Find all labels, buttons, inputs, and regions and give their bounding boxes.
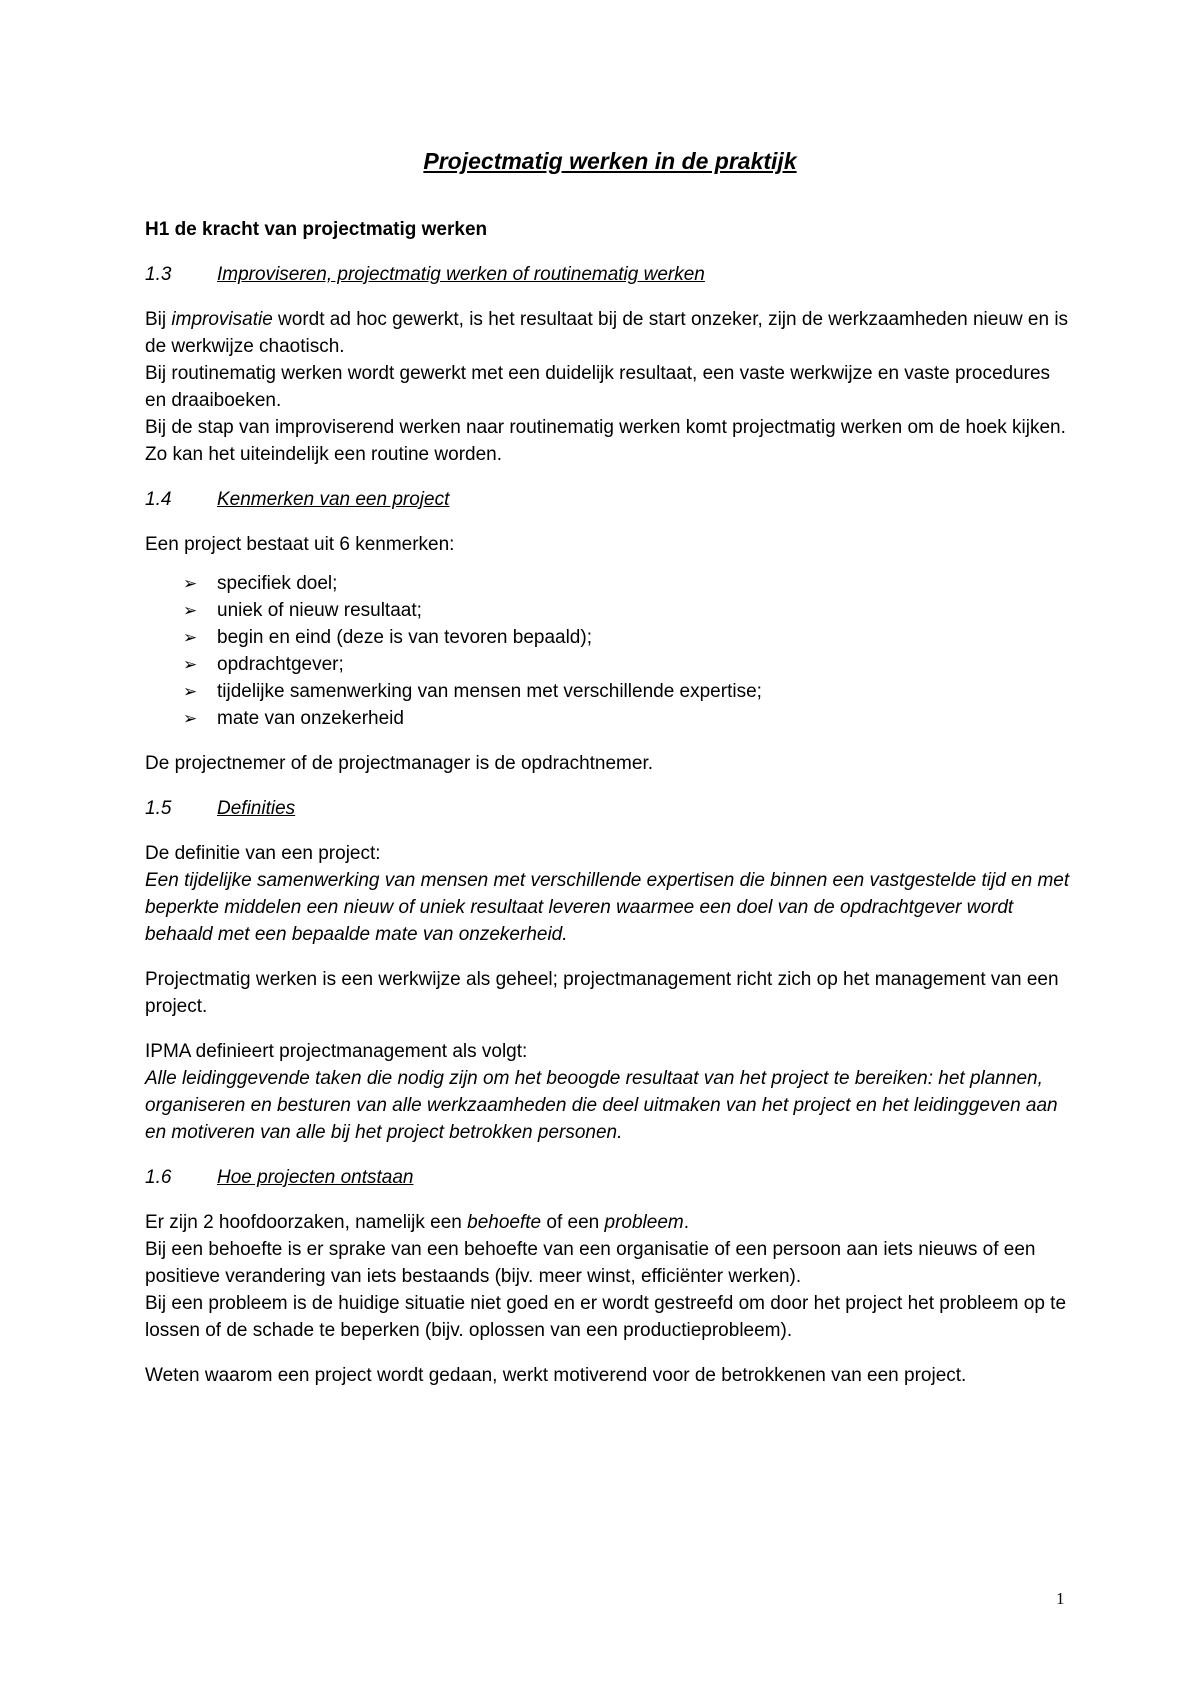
paragraph-hoofdoorzaken: [145, 1209, 1075, 1236]
list-item-text: specifiek doel;: [217, 573, 338, 594]
arrow-bullet-icon: ➢: [183, 574, 198, 593]
section-number: 1.4: [145, 489, 172, 510]
list-item: [183, 651, 1075, 678]
page-content: [145, 140, 1075, 1389]
paragraph-probleem: Bij een probleem is de huidige situatie niet goed en er wordt gestreefd om door het project het probleem op te lossen of de schade te beperken (bijv. oplossen van een productieprobleem).: [145, 1293, 1067, 1341]
list-item-text: begin en eind (deze is van tevoren bepaald);: [217, 627, 592, 648]
list-item: [183, 678, 1075, 705]
list-item-text: opdrachtgever;: [217, 654, 344, 675]
arrow-bullet-icon: ➢: [183, 628, 198, 647]
section-number: 1.5: [145, 798, 172, 819]
text-run: of een: [541, 1212, 605, 1233]
definition-label: De definitie van een project:: [145, 843, 381, 864]
section-title: Kenmerken van een project: [217, 489, 450, 510]
ipma-label: IPMA definieert projectmanagement als volgt:: [145, 1041, 528, 1062]
text-run-italic: probleem: [604, 1212, 684, 1233]
arrow-bullet-icon: ➢: [183, 655, 198, 674]
list-item: [183, 570, 1075, 597]
list-item-text: uniek of nieuw resultaat;: [217, 600, 422, 621]
chapter-heading: H1 de kracht van projectmatig werken: [145, 219, 488, 240]
paragraph-routinematig: Bij routinematig werken wordt gewerkt met een duidelijk resultaat, een vaste werkwijze en vaste procedures en draaiboeken.: [145, 363, 1051, 411]
list-item: [183, 705, 1075, 732]
section-number: 1.3: [145, 264, 172, 285]
section-heading-1-4: [145, 486, 1075, 513]
page-number: 1: [1056, 1589, 1065, 1608]
section-title: Hoe projecten ontstaan: [217, 1167, 414, 1188]
section-title: Definities: [217, 798, 296, 819]
document-title: Projectmatig werken in de praktijk: [423, 148, 797, 174]
list-item-text: tijdelijke samenwerking van mensen met verschillende expertise;: [217, 681, 762, 702]
arrow-bullet-icon: ➢: [183, 709, 198, 728]
section-heading-1-5: [145, 795, 1075, 822]
list-item: [183, 597, 1075, 624]
section-title: Improviseren, projectmatig werken of routinematig werken: [217, 264, 705, 285]
text-run: wordt ad hoc gewerkt, is het resultaat bij de start onzeker, zijn de werkzaamheden nieuw en is de werkwijze chaotisch.: [145, 309, 1069, 357]
text-run-italic: improvisatie: [171, 309, 273, 330]
kenmerken-list: [145, 570, 1075, 732]
paragraph-motiverend: Weten waarom een project wordt gedaan, werkt motiverend voor de betrokkenen van een project.: [145, 1365, 967, 1386]
arrow-bullet-icon: ➢: [183, 682, 198, 701]
paragraph-opdrachtnemer: De projectnemer of de projectmanager is de opdrachtnemer.: [145, 753, 653, 774]
section-number: 1.6: [145, 1167, 172, 1188]
text-run-italic: behoefte: [467, 1212, 542, 1233]
section-heading-1-3: [145, 261, 1075, 288]
paragraph-projectmanagement: Projectmatig werken is een werkwijze als geheel; projectmanagement richt zich op het management van een project.: [145, 969, 1059, 1017]
paragraph-improvisatie: [145, 306, 1075, 360]
ipma-definition-text: Alle leidinggevende taken die nodig zijn om het beoogde resultaat van het project te bereiken: het plannen, organiseren en besturen van alle werkzaamheden die deel uitmaken van het project en het leidinggeven aan en motiveren van alle bij het project betrokken personen.: [145, 1068, 1058, 1143]
text-run: .: [683, 1212, 689, 1233]
section-heading-1-6: [145, 1164, 1075, 1191]
arrow-bullet-icon: ➢: [183, 601, 198, 620]
text-run: Er zijn 2 hoofdoorzaken, namelijk een: [145, 1212, 468, 1233]
list-item-text: mate van onzekerheid: [217, 708, 404, 729]
paragraph-projectmatig: Bij de stap van improviserend werken naar routinematig werken komt projectmatig werken om de hoek kijken. Zo kan het uiteindelijk een routine worden.: [145, 417, 1066, 465]
definition-text: Een tijdelijke samenwerking van mensen met verschillende expertisen die binnen een vastgestelde tijd en met beperkte middelen een nieuw of uniek resultaat leveren waarmee een doel van de opdrachtgever wordt behaald met een bepaalde mate van onzekerheid.: [145, 870, 1070, 945]
paragraph-kenmerken-intro: Een project bestaat uit 6 kenmerken:: [145, 534, 455, 555]
list-item: [183, 624, 1075, 651]
text-run: Bij: [145, 309, 172, 330]
paragraph-behoefte: Bij een behoefte is er sprake van een behoefte van een organisatie of een persoon aan iets nieuws of een positieve verandering van iets bestaands (bijv. meer winst, efficiënter werken).: [145, 1239, 1036, 1287]
